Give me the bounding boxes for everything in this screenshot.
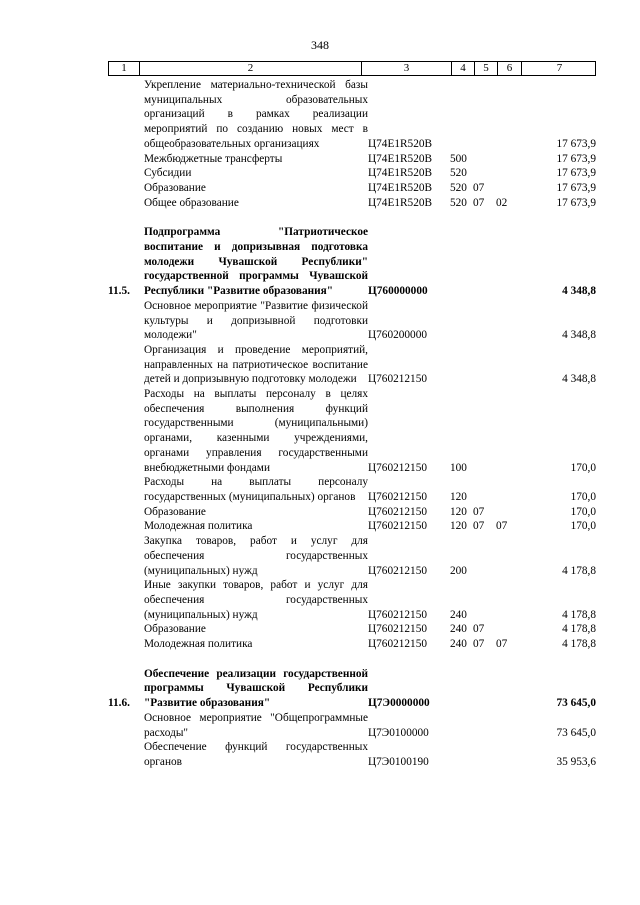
target-code: Ц7Э0000000 [368, 697, 430, 710]
section-number: 11.5. [108, 285, 130, 298]
table-row [108, 181, 596, 196]
item-description: Образование [144, 623, 206, 636]
amount: 17 673,9 [556, 167, 596, 180]
target-code: Ц760212150 [368, 373, 427, 386]
table-row [108, 622, 596, 637]
target-code: Ц7Э0100000 [368, 726, 429, 739]
table-row [108, 343, 596, 387]
item-description: Образование [144, 181, 206, 194]
column-header-2: 2 [139, 62, 361, 75]
item-description: Межбюджетные трансферты [144, 152, 283, 165]
target-code: Ц760212150 [368, 520, 427, 533]
item-description: Обеспечение реализации государственной программы Чувашской Республики "Развитие образования" [144, 667, 368, 710]
amount: 17 673,9 [556, 152, 596, 165]
table-row [108, 475, 596, 504]
item-description: Обеспечение функций государственных органов [144, 741, 368, 768]
amount: 4 178,8 [562, 638, 596, 651]
expense-type-code: 240 [450, 623, 467, 636]
amount: 4 178,8 [562, 608, 596, 621]
amount: 170,0 [570, 461, 596, 474]
subsection-code: 07 [496, 638, 508, 651]
target-code: Ц760212150 [368, 564, 427, 577]
target-code: Ц760212150 [368, 638, 427, 651]
expense-type-code: 120 [450, 490, 467, 503]
item-description: Закупка товаров, работ и услуг для обеспечения государственных (муниципальных) нужд [144, 535, 368, 577]
expense-type-code: 240 [450, 638, 467, 651]
item-description: Основное мероприятие "Развитие физической культуры и допризывной подготовки молодежи" [144, 299, 368, 342]
expense-type-code: 520 [450, 181, 467, 194]
target-code: Ц760212150 [368, 490, 427, 503]
amount: 73 645,0 [556, 726, 596, 739]
expense-type-code: 120 [450, 505, 467, 518]
item-description: Расходы на выплаты персоналу государственных (муниципальных) органов [144, 476, 368, 503]
table-row [108, 387, 596, 475]
table-row [108, 299, 596, 343]
amount: 170,0 [570, 520, 596, 533]
expense-type-code: 520 [450, 196, 467, 209]
target-code: Ц760212150 [368, 505, 427, 518]
table-row [108, 534, 596, 578]
item-description: Молодежная политика [144, 638, 253, 651]
table-row [108, 637, 596, 652]
expense-type-code: 100 [450, 461, 467, 474]
target-code: Ц74Е1R520В [368, 167, 433, 180]
table-row [108, 505, 596, 520]
amount: 17 673,9 [556, 196, 596, 209]
amount: 17 673,9 [556, 137, 596, 150]
amount: 35 953,6 [556, 755, 596, 768]
expense-type-code: 500 [450, 152, 467, 165]
target-code: Ц74Е1R520В [368, 137, 433, 150]
amount: 4 348,8 [562, 285, 596, 298]
target-code: Ц7Э0100190 [368, 755, 429, 768]
table-row [108, 578, 596, 622]
section-code: 07 [473, 520, 485, 533]
item-description: Основное мероприятие "Общепрограммные расходы" [144, 711, 368, 739]
expense-type-code: 240 [450, 608, 467, 621]
table-row [108, 196, 596, 211]
subsection-code: 07 [496, 520, 508, 533]
column-header-6: 6 [497, 62, 521, 75]
section-code: 07 [473, 505, 485, 518]
section-code: 07 [473, 638, 485, 651]
table-row [108, 740, 596, 769]
amount: 4 348,8 [562, 329, 596, 342]
amount: 4 178,8 [562, 623, 596, 636]
section-number: 11.6. [108, 697, 130, 710]
item-description: Образование [144, 505, 206, 518]
section-code: 07 [473, 196, 485, 209]
column-header-4: 4 [451, 62, 474, 75]
target-code: Ц760212150 [368, 608, 427, 621]
amount: 73 645,0 [556, 697, 596, 710]
item-description: Иные закупки товаров, работ и услуг для обеспечения государственных (муниципальных) нужд [144, 579, 368, 621]
target-code: Ц74Е1R520В [368, 152, 433, 165]
item-description: Общее образование [144, 196, 239, 209]
table-row [108, 519, 596, 534]
target-code: Ц74Е1R520В [368, 196, 433, 209]
item-description: Укрепление материально-технической базы муниципальных образовательных организаций в рамках реализации мероприятий по созданию новых мест в общеобразовательных организациях [144, 79, 368, 150]
column-header-row [108, 61, 596, 76]
amount: 17 673,9 [556, 181, 596, 194]
subsection-code: 02 [496, 196, 508, 209]
section-code: 07 [473, 623, 485, 636]
target-code: Ц760212150 [368, 461, 427, 474]
amount: 170,0 [570, 505, 596, 518]
table-row [108, 225, 596, 299]
column-header-5: 5 [474, 62, 497, 75]
column-header-1: 1 [121, 62, 127, 74]
item-description: Субсидии [144, 167, 192, 180]
column-header-7: 7 [521, 62, 597, 75]
item-description: Подпрограмма "Патриотическое воспитание и допризывная подготовка молодежи Чувашской Республики" государственной программы Чувашской Республики "Развитие образования" [144, 226, 368, 298]
table-row [108, 166, 596, 181]
item-description: Расходы на выплаты персоналу в целях обеспечения выполнения функций государственными (муниципальными) органами, казенными учреждениями, органами управления государственными внебюджетными фондами [144, 388, 368, 474]
expense-type-code: 200 [450, 564, 467, 577]
item-description: Молодежная политика [144, 520, 253, 533]
budget-table-body [108, 78, 596, 770]
expense-type-code: 120 [450, 520, 467, 533]
target-code: Ц74Е1R520В [368, 181, 433, 194]
table-row [108, 152, 596, 167]
target-code: Ц760000000 [368, 285, 428, 298]
expense-type-code: 520 [450, 167, 467, 180]
table-row [108, 78, 596, 152]
target-code: Ц760200000 [368, 329, 427, 342]
amount: 170,0 [570, 490, 596, 503]
table-row [108, 711, 596, 740]
target-code: Ц760212150 [368, 623, 427, 636]
amount: 4 178,8 [562, 564, 596, 577]
item-description: Организация и проведение мероприятий, направленных на патриотическое воспитание детей и допризывную подготовку молодежи [144, 343, 368, 386]
page-number: 348 [311, 38, 329, 52]
table-row [108, 667, 596, 711]
amount: 4 348,8 [562, 373, 596, 386]
column-header-3: 3 [361, 62, 451, 75]
section-code: 07 [473, 181, 485, 194]
